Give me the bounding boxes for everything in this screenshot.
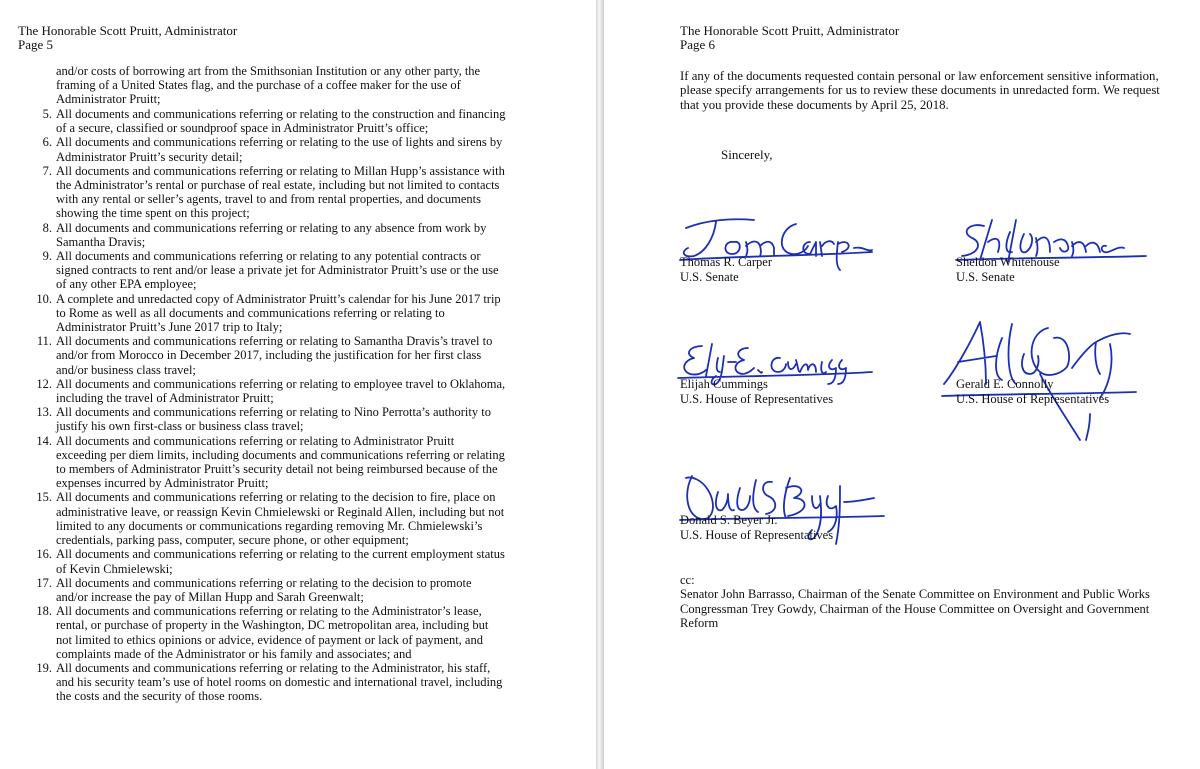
text-line: showing the time spent on this project; (56, 206, 250, 221)
text-line: exceeding per diem limits, including documents and communications referring or relating (56, 447, 505, 462)
text-line: of any other EPA employee; (56, 277, 197, 292)
list-item (36, 660, 556, 704)
list-item-number: 15. (36, 490, 52, 505)
text-line: framing of a United States flag, and the purchase of a coffee maker for the use of (56, 78, 461, 93)
text-line: All documents and communications referring or relating to Millan Hupp’s assistance with (56, 163, 505, 178)
text-line: All documents and communications referring or relating to the construction and financing (56, 107, 506, 121)
list-item-number: 6. (42, 135, 52, 150)
list-item-number: 16. (36, 547, 52, 562)
signatory-office: U.S. Senate (680, 270, 739, 284)
list-item-number: 14. (36, 433, 52, 448)
page-fold (596, 0, 604, 769)
page-number: Page 6 (680, 37, 716, 52)
list-item (42, 220, 556, 249)
text-line: of Kevin Chmielewski; (56, 561, 173, 576)
text-line: Administrator Pruitt’s June 2017 trip to Italy; (56, 320, 283, 335)
signatory-whitehouse (956, 255, 1060, 285)
page-header (18, 24, 237, 52)
text-line: and/or business class travel; (56, 362, 196, 377)
text-line: expenses incurred by Administrator Pruitt; (56, 476, 269, 491)
text-line: All documents and communications referring or relating to the Administrator’s lease, (56, 604, 482, 619)
text-line: limited to any documents or communications regarding removing Mr. Chmielewski’s (56, 518, 483, 533)
text-line: justify his own first-class or business class travel; (56, 419, 304, 434)
list-item (42, 249, 556, 292)
text-line: All documents and communications referring or relating to the use of lights and sirens by (56, 135, 503, 150)
cc-line: Senator John Barrasso, Chairman of the Senate Committee on Environment and Public Works (680, 587, 1150, 602)
signatory-name: Elijah Cummings (680, 377, 768, 391)
text-line: complaints made of the Administrator or his family and associates; and (56, 646, 412, 661)
text-line: A complete and unredacted copy of Administrator Pruitt’s calendar for his June 2017 trip (56, 291, 501, 306)
signatory-name: Sheldon Whitehouse (956, 255, 1060, 269)
header-title: The Honorable Scott Pruitt, Administrator (18, 23, 238, 38)
list-item (36, 405, 556, 434)
signatory-carper (680, 255, 772, 285)
text-line: administrative leave, or reassign Kevin Chmielewski or Reginald Allen, including but not (56, 504, 505, 519)
list-item (36, 575, 556, 604)
text-line: and/or from Morocco in December 2017, including the justification for her first class (56, 348, 482, 363)
signatory-connolly (956, 377, 1109, 407)
text-line: with any rental or seller’s agents, travel to and from rental properties, and documents (56, 192, 481, 207)
text-line: All documents and communications referring or relating to the current employment status (56, 547, 505, 562)
list-item (36, 376, 556, 406)
text-line: All documents and communications referring or relating to employee travel to Oklahoma, (56, 376, 506, 391)
list-item (36, 433, 556, 491)
text-line: All documents and communications referring or relating to the decision to promote (56, 575, 472, 590)
text-line: and/or costs of borrowing art from the Smithsonian Institution or any other party, the (56, 64, 481, 78)
letter-page-5 (0, 0, 596, 769)
text-line: All documents and communications referring or relating to Nino Perrotta’s authority to (56, 405, 491, 420)
list-item-number: 9. (42, 249, 52, 264)
text-line: and/or increase the pay of Millan Hupp and Sarah Greenwalt; (56, 589, 364, 604)
page-number: Page 5 (18, 37, 54, 52)
continued-item-text (56, 64, 556, 107)
cc-line: Congressman Trey Gowdy, Chairman of the House Committee on Oversight and Government (680, 601, 1150, 616)
document-request-list (36, 107, 556, 704)
list-item-number: 12. (36, 376, 52, 391)
request-paragraph (680, 69, 1186, 112)
text-line: signed contracts to rent and/or lease a private jet for Administrator Pruitt’s use or the use (56, 263, 499, 278)
list-item (36, 547, 556, 576)
text-line: Administrator Pruitt’s security detail; (56, 149, 243, 164)
signatory-name: Thomas R. Carper (680, 255, 772, 269)
list-item-number: 17. (36, 575, 52, 590)
text-line: All documents and communications referring or relating to any potential contracts or (56, 249, 481, 264)
carbon-copy-list (680, 573, 1190, 631)
cc-label: cc: (680, 573, 695, 587)
closing-salutation: Sincerely, (721, 147, 773, 162)
text-line: including the travel of Administrator Pruitt; (56, 391, 274, 406)
signatory-beyer (680, 513, 833, 543)
text-line: to Rome as well as all documents and communications referring or relating to (56, 305, 445, 320)
list-item (36, 604, 556, 661)
text-line: rental, or purchase of property in the Washington, DC metropolitan area, including but (56, 618, 489, 633)
text-line: please specify arrangements for us to review these documents in unredacted form. We request (680, 83, 1160, 98)
signatory-name: Gerald E. Connolly (956, 377, 1054, 391)
text-line: All documents and communications referring or relating to Administrator Pruitt (56, 433, 455, 448)
list-item-number: 18. (36, 604, 52, 619)
signatory-office: U.S. House of Representatives (680, 392, 834, 406)
cc-line: Reform (680, 616, 719, 631)
text-line: All documents and communications referring or relating to Samantha Dravis’s travel to (56, 334, 493, 349)
signatory-office: U.S. Senate (956, 270, 1015, 284)
page-header (680, 24, 899, 52)
text-line: not limited to ethics opinions or advice, evidence of payment or lack of payment, and (56, 632, 483, 647)
text-line: that you provide these documents by April 25, 2018. (680, 97, 949, 112)
header-title: The Honorable Scott Pruitt, Administrator (680, 23, 900, 38)
text-line: All documents and communications referring or relating to the Administrator, his staff, (56, 660, 491, 675)
list-item-number: 13. (36, 405, 52, 420)
list-item (36, 334, 556, 377)
text-line: and his security team’s use of hotel rooms on domestic and international travel, including (56, 675, 503, 690)
signatory-cummings (680, 377, 833, 407)
text-line: to members of Administrator Pruitt’s security detail not being reimbursed because of the (56, 462, 498, 477)
list-item (42, 135, 556, 164)
text-line: If any of the documents requested contain personal or law enforcement sensitive information, (680, 69, 1159, 83)
signatory-office: U.S. House of Representatives (956, 392, 1110, 406)
signatory-name: Donald S. Beyer Jr. (680, 513, 778, 527)
list-item-number: 7. (42, 163, 52, 178)
list-item-number: 5. (42, 107, 52, 121)
list-item-number: 19. (36, 660, 52, 675)
text-line: credentials, parking pass, computer, secure phone, or other equipment; (56, 533, 409, 548)
list-item-number: 8. (42, 220, 52, 235)
signatory-office: U.S. House of Representatives (680, 528, 834, 542)
list-item (42, 163, 556, 221)
text-line: the Administrator’s rental or purchase of real estate, including but not limited to contacts (56, 178, 500, 193)
list-item (42, 107, 556, 136)
list-item-number: 11. (36, 334, 52, 349)
text-line: Samantha Dravis; (56, 234, 146, 249)
list-item-number: 10. (36, 291, 52, 306)
list-item (36, 291, 556, 335)
text-line: All documents and communications referring or relating to the decision to fire, place on (56, 490, 496, 505)
list-item (36, 490, 556, 548)
text-line: of a secure, classified or soundproof space in Administrator Pruitt’s office; (56, 121, 429, 136)
text-line: All documents and communications referring or relating to any absence from work by (56, 220, 487, 235)
text-line: the costs and the security of those rooms. (56, 689, 263, 704)
text-line: Administrator Pruitt; (56, 92, 161, 107)
